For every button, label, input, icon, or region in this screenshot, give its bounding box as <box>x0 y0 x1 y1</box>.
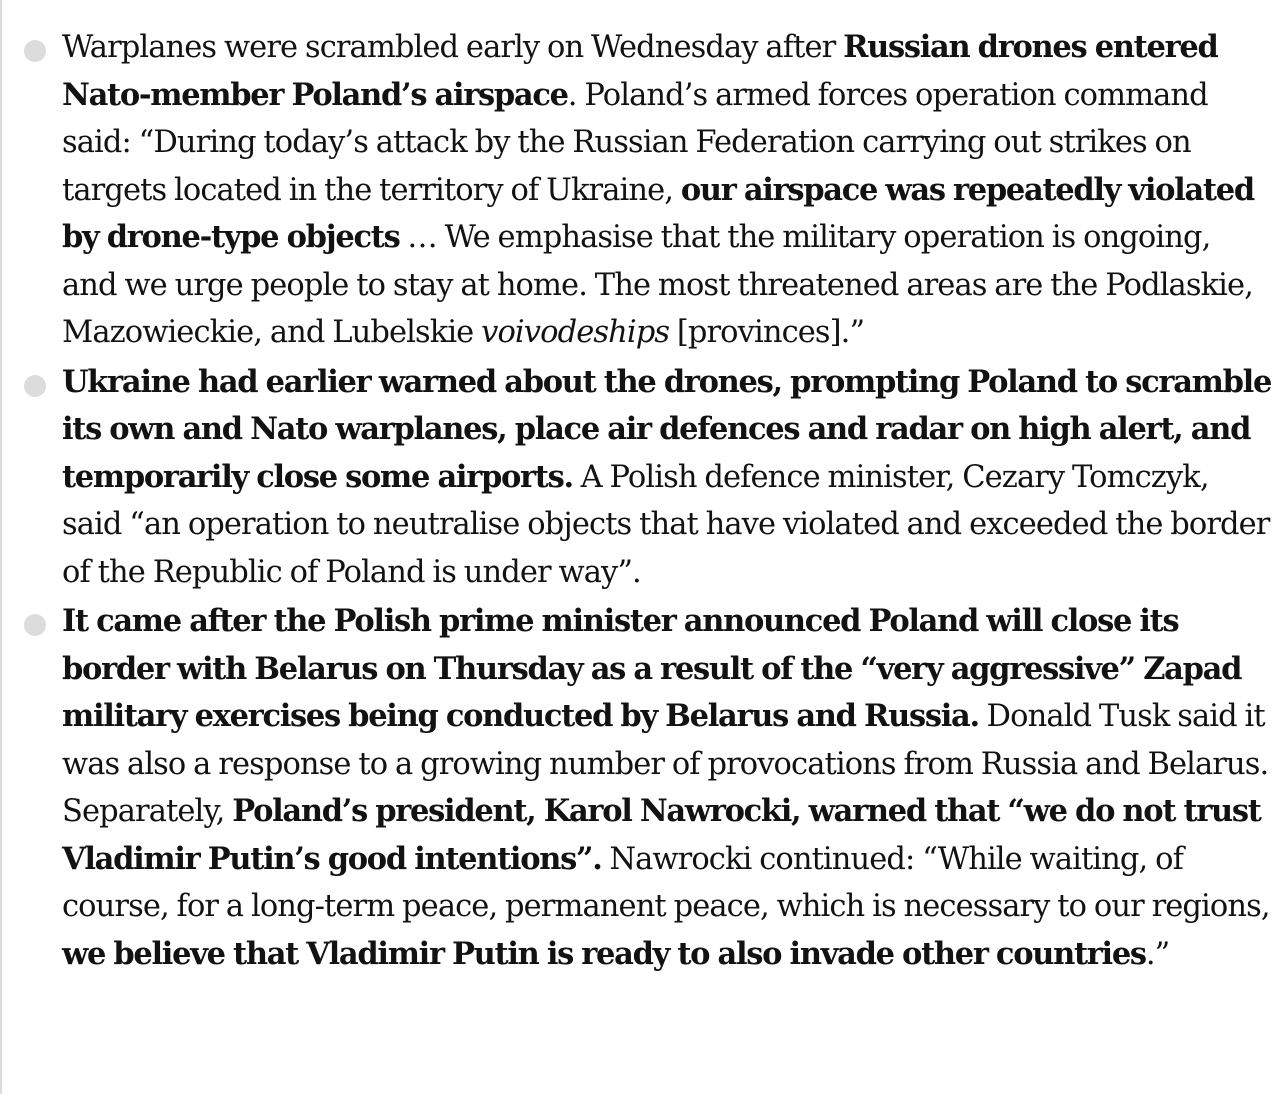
text-segment: Nawrocki continued: “While waiting, of course, for a long-term peace, permanent peace, which is necessary to our regions, <box>62 841 1270 924</box>
text-segment: Warplanes were scrambled early on Wednesday after <box>62 30 844 65</box>
list-item <box>0 598 1278 978</box>
list-item <box>0 24 1278 357</box>
italic-text-segment: voivodeships <box>481 315 670 350</box>
bold-text-segment: Russian drones entered Nato-member Poland’s airspace <box>62 29 1218 113</box>
list-item-text <box>62 604 1270 972</box>
bullet-dot-icon <box>24 375 46 397</box>
bold-text-segment: Poland’s president, Karol Nawrocki, warned that “we do not trust Vladimir Putin’s good intentions”. <box>62 793 1261 877</box>
text-segment: A Polish defence minister, Cezary Tomczyk, said “an operation to neutralise objects that have violated and exceeded the border of the Republic of Poland is under way”. <box>62 459 1270 590</box>
text-segment: … We emphasise that the military operation is ongoing, and we urge people to stay at home. The most threatened areas are the Podlaskie, Mazowieckie, and Lubelskie <box>62 220 1253 350</box>
text-segment: . Poland’s armed forces operation command said: “During today’s attack by the Russian Federation carrying out strikes on targets located in the territory of Ukraine, <box>62 77 1208 208</box>
text-segment: .” <box>1145 936 1170 972</box>
bold-text-segment: we believe that Vladimir Putin is ready to also invade other countries <box>62 935 1146 972</box>
text-segment: [provinces].” <box>669 315 865 350</box>
bullet-dot-icon <box>24 614 46 636</box>
bold-text-segment: Ukraine had earlier warned about the drones, prompting Poland to scramble its own and Nato warplanes, place air defences and radar on high alert, and temporarily close some airports. <box>62 363 1272 495</box>
bold-text-segment: our airspace was repeatedly violated by drone-type objects <box>62 171 1254 255</box>
key-events-list <box>0 24 1278 980</box>
list-item <box>0 359 1278 597</box>
bullet-dot-icon <box>24 40 46 62</box>
list-item-text <box>62 30 1254 350</box>
bold-text-segment: It came after the Polish prime minister announced Poland will close its border with Belarus on Thursday as a result of the “very aggressive” Zapad military exercises being conducted by Belarus and Russia. <box>62 603 1242 734</box>
text-segment: Donald Tusk said it was also a response to a growing number of provocations from Russia and Belarus. Separately, <box>62 699 1269 829</box>
list-item-text <box>62 365 1271 590</box>
